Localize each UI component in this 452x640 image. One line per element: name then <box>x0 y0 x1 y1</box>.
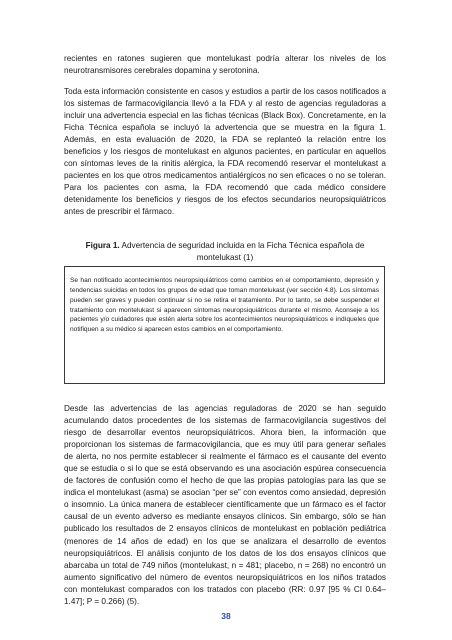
page-number: 38 <box>221 611 231 621</box>
warning-text: Se han notificado acontecimientos neuropsiquiátricos como cambios en el comportamiento, depresión y tendencias suicidas en todos los grupos de edad que toman montelukast (ver sección 4.8). Los síntomas pueden ser graves y pueden continuar si no se retira el tratamiento. Por lo tanto, se debe suspender el tratamiento con montelukast si aparecen síntomas neuropsiquiátricos durante el mismo. Aconseje a los pacientes y/o cuidadores que estén alerta sobre los acontecimientos neuropsiquiátricos e indíqueles que notifiquen a su médico si aparecen estos cambios en el comportamiento. <box>70 277 379 334</box>
paragraph-post-2020: Desde las advertencias de las agencias reguladoras de 2020 se han seguido acumulando datos procedentes de los sistemas de farmacovigilancia sugestivos del riesgo de desarrollar eventos neuropsiquiátricos. Ahora bien, la información que proporcionan los sistemas de farmacovigilancia, que es muy útil para generar señales de alerta, no nos permite establecer si realmente el fármaco es el causante del evento que se estudia o si lo que se está observando es una asociación espúrea consecuencia de factores de confusión como el hecho de que las propias patologías para las que se indica el montelukast (asma) se asocian “per se” con eventos como ansiedad, depresión o insomnio. La única manera de establecer científicamente que un fármaco es el factor causal de un evento adverso es mediante ensayos clínicos. Sin embargo, sólo se han publicado los resultados de 2 ensayos clínicos de montelukast en población pediátrica (menores de 14 años de edad) en los que se analizara el desarrollo de eventos neuropsiquiátricos. El análisis conjunto de los datos de los dos ensayos clínicos que abarcaba un total de 749 niños (montelukast, n = 481; placebo, n = 268) no encontró un aumento significativo del número de eventos neuropsiquiátricos en los niños tratados con montelukast comparados con los tratados con placebo (RR: 0.97 [95 % CI 0.64–1.47]; P = 0.266) (5). <box>64 404 386 606</box>
figure-label: Figura 1. <box>85 241 120 250</box>
warning-box <box>64 266 385 384</box>
paragraph-intro-tail: recientes en ratones sugieren que montelukast podría alterar los niveles de los neurotransmisores cerebrales dopamina y serotonina. <box>64 54 386 76</box>
paragraph-pharmacovigilance: Toda esta información consistente en casos y estudios a partir de los casos notificados a los sistemas de farmacovigilancia llevó a la FDA y al resto de agencias reguladoras a incluir una advertencia especial en las fichas técnicas (Black Box). Concretamente, en la Ficha Técnica española se incluyó la advertencia que se muestra en la figura 1. Además, en esta evaluación de 2020, la FDA se replanteó la relación entre los beneficios y los riesgos de montelukast en algunos pacientes, en particular en aquellos con síntomas leves de la rinitis alérgica, la FDA recomendó reservar el montelukast a pacientes en los que otros medicamentos antialérgicos no sen eficaces o no se toleran. Para los pacientes con asma, la FDA recomendó que cada médico considere detenidamente los beneficios y riesgos de los efectos secundarios neuropsiquiátricos antes de prescribir el fármaco. <box>64 87 386 217</box>
figure-caption-text: Advertencia de seguridad incluida en la Ficha Técnica española de montelukast (1) <box>121 241 365 262</box>
figure-caption <box>64 240 386 264</box>
